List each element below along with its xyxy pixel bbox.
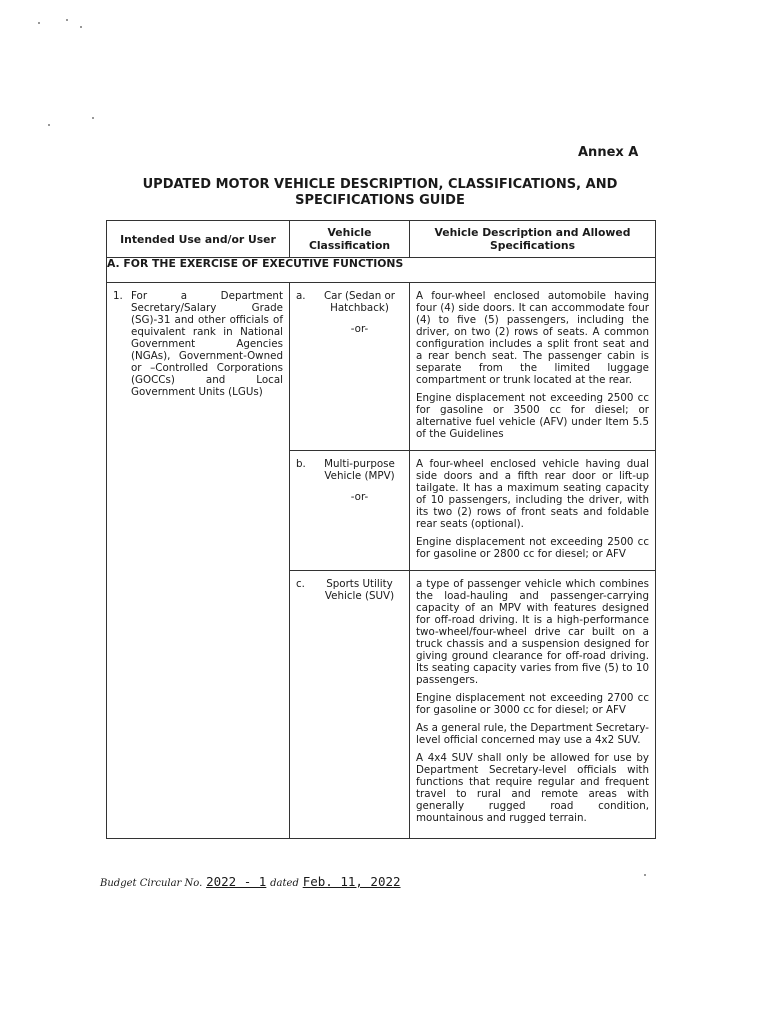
classification-letter: a. [296,290,306,302]
classification-or: -or- [350,323,369,335]
description-paragraph: Engine displacement not exceeding 2500 cc for gasoline or 3500 cc for diesel; or alternative fuel vehicle (AFV) under Item 5.5 of the Guidelines [416,392,649,440]
footer-circular-number: 2022 - 1 [206,874,267,889]
classification-letter: b. [296,458,306,470]
description-paragraph: Engine displacement not exceeding 2500 cc for gasoline or 2800 cc for diesel; or AFV [416,536,649,560]
header-intended-use: Intended Use and/or User [107,221,290,258]
vehicle-guide-table [106,220,656,839]
section-row [107,258,656,283]
description-cell-mpv [410,451,656,571]
header-vehicle-description: Vehicle Description and Allowed Specifications [410,221,656,258]
scan-speck [48,124,50,126]
description-paragraph: Engine displacement not exceeding 2700 cc for gasoline or 3000 cc for diesel; or AFV [416,692,649,716]
classification-cell-suv [290,571,410,839]
title-line-2: SPECIFICATIONS GUIDE [295,193,465,208]
section-heading: A. FOR THE EXERCISE OF EXECUTIVE FUNCTIONS [107,258,656,283]
header-vehicle-classification: Vehicle Classification [290,221,410,258]
user-description: For a Department Secretary/Salary Grade (SG)-31 and other officials of equivalent rank in National Government Agencies (NGAs), Government-Owned or –Controlled Corporations (GOCCs) and Local Government Units (LGUs) [131,290,283,398]
table-row [107,283,656,451]
scan-speck [644,874,646,876]
classification-letter: c. [296,578,305,590]
classification-cell-car [290,283,410,451]
classification-cell-mpv [290,451,410,571]
intended-user-cell [107,283,290,839]
document-title [110,177,650,209]
user-item-number: 1. [113,290,123,302]
scan-speck [38,22,40,24]
description-paragraph: A four-wheel enclosed vehicle having dual side doors and a fifth rear door or lift-up tailgate. It has a maximum seating capacity of 10 passengers, including the driver, with its two (2) rows of front seats and foldable rear seats (optional). [416,458,649,530]
footer-dated-label: dated [270,878,299,889]
description-paragraph: A 4x4 SUV shall only be allowed for use by Department Secretary-level officials with functions that require regular and frequent travel to rural and remote areas with generally rugged road condition, mountainous and rugged terrain. [416,752,649,824]
footer-circular-label: Budget Circular No. [100,878,203,889]
scan-speck [80,26,82,28]
description-cell-suv [410,571,656,839]
description-paragraph: A four-wheel enclosed automobile having four (4) side doors. It can accommodate four (4) to five (5) passengers, including the driver, on two (2) rows of seats. A common configuration includes a split front seat and a rear bench seat. The passenger cabin is separate from the limited luggage compartment or trunk located at the rear. [416,290,649,386]
annex-label: Annex A [578,145,639,160]
classification-name: Multi-purpose Vehicle (MPV) [324,458,395,482]
classification-name: Car (Sedan or Hatchback) [323,290,396,314]
scan-speck [92,117,94,119]
footer-date: Feb. 11, 2022 [302,874,401,889]
scan-speck [66,19,68,21]
title-line-1: UPDATED MOTOR VEHICLE DESCRIPTION, CLASSIFICATIONS, AND [142,177,618,192]
budget-circular-footer [100,874,401,889]
classification-or: -or- [350,491,369,503]
classification-name: Sports Utility Vehicle (SUV) [324,578,395,602]
description-cell-car [410,283,656,451]
description-paragraph: a type of passenger vehicle which combines the load-hauling and passenger-carrying capacity of an MPV with features designed for off-road driving. It is a high-performance two-wheel/four-wheel drive car built on a truck chassis and a suspension designed for giving ground clearance for off-road driving. Its seating capacity varies from five (5) to 10 passengers. [416,578,649,686]
table-header-row [107,221,656,258]
description-paragraph: As a general rule, the Department Secretary-level official concerned may use a 4x2 SUV. [416,722,650,746]
